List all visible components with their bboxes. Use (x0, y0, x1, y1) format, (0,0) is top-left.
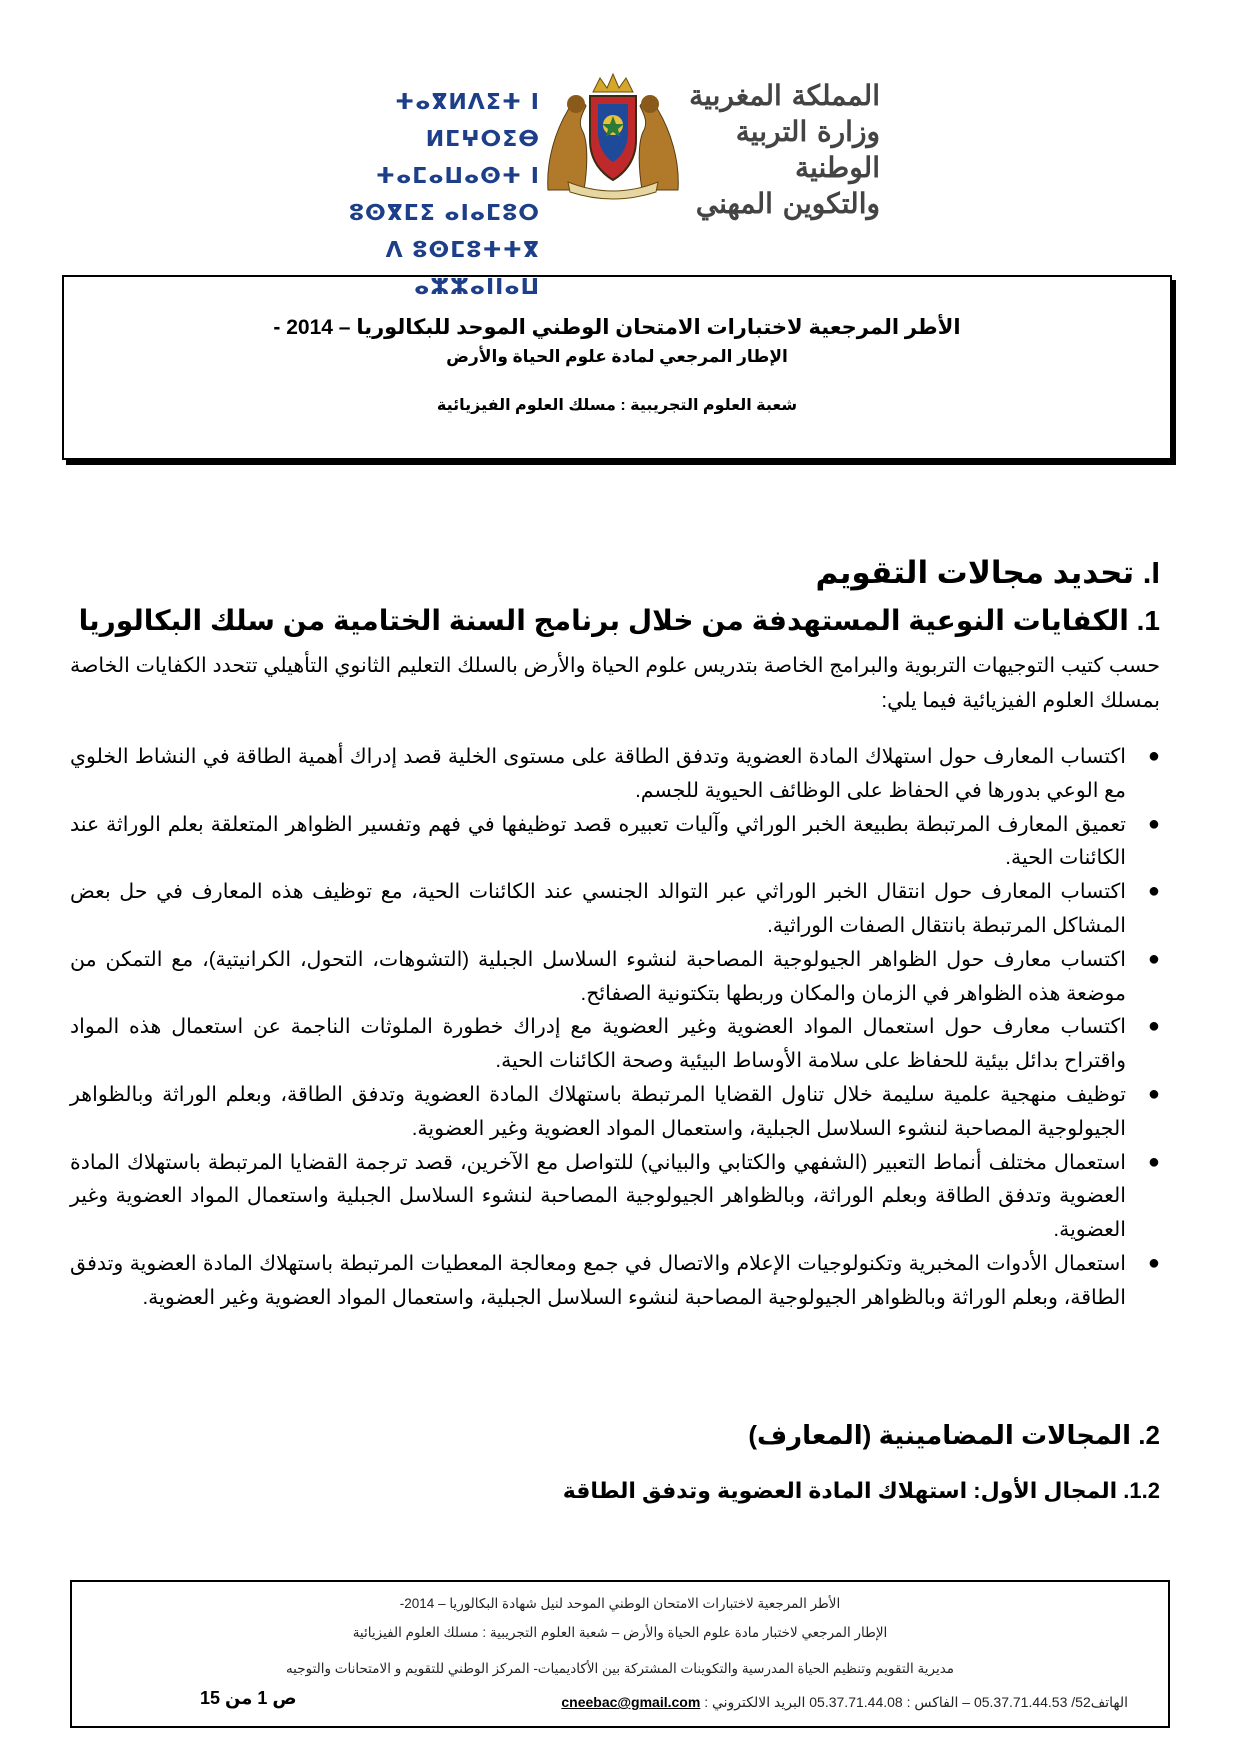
list-item (70, 740, 1160, 808)
list-item (70, 1247, 1160, 1315)
document-title: الأطر المرجعية لاختبارات الامتحان الوطني الموحد للبكالوريا – 2014 - (273, 316, 961, 339)
document-title-box (62, 275, 1172, 460)
list-item-text: استعمال مختلف أنماط التعبير (الشفهي والكتابي والبياني) للتواصل مع الآخرين، قصد ترجمة القضايا المرتبطة باستهلاك المادة العضوية وتدفق الطاقة وبعلم الوراثة، وبالظواهر الجيولوجية المصاحبة لنشوء السلاسل الجبلية واستعمال المواد العضوية وغير العضوية. (70, 1150, 1126, 1242)
list-item (70, 808, 1160, 876)
list-item-text: اكتساب معارف حول الظواهر الجيولوجية المصاحبة لنشوء السلاسل الجبلية (التشوهات، التحول، الكرانيتية)، مع التمكن من موضعة هذه الظواهر في الزمان والمكان وربطها بتكتونية الصفائح. (70, 947, 1126, 1005)
bullet-icon: ● (1147, 745, 1160, 767)
ministry-line: المملكة المغربية (689, 79, 880, 112)
list-item (70, 875, 1160, 943)
page-footer (70, 1580, 1170, 1728)
contact-numbers: الهاتف52/ 05.37.71.44.53 – الفاكس : 05.37.71.44.08 البريد الالكتروني : (704, 1694, 1128, 1710)
competencies-list (70, 740, 1160, 1315)
list-item (70, 1146, 1160, 1247)
document-subtitle: الإطار المرجعي لمادة علوم الحياة والأرض (446, 347, 788, 366)
intro-paragraph: حسب كتيب التوجيهات التربوية والبرامج الخاصة بتدريس علوم الحياة والأرض بالسلك التعليم الثانوي التأهيلي تتحدد الكفايات الخاصة بمسلك العلوم الفيزيائية فيما يلي: (70, 654, 1160, 712)
ministry-name-tifinagh (300, 84, 540, 306)
list-item-text: توظيف منهجية علمية سليمة خلال تناول القضايا المرتبطة باستهلاك المادة العضوية وتدفق الطاقة، وبعلم الوراثة وبالظواهر الجيولوجية المصاحبة لنشوء السلاسل الجبلية، واستعمال المواد العضوية وغير العضوية. (70, 1082, 1126, 1140)
footer-line: الأطر المرجعية لاختبارات الامتحان الوطني الموحد لنيل شهادة البكالوريا – 2014- (399, 1596, 841, 1611)
page-number: ص 1 من 15 (200, 1688, 297, 1708)
tifinagh-line: ⴷ ⵓⵙⵎⵓⵜⵜⴳ ⴰⵣⵣⴰⵏⵏⴰⵡ (385, 238, 540, 300)
list-item-text: اكتساب المعارف حول انتقال الخبر الوراثي عبر التوالد الجنسي عند الكائنات الحية، مع توظيف هذه المعارف في حل بعض المشاكل المرتبطة بانتقال الصفات الوراثية. (70, 880, 1126, 937)
list-item-text: تعميق المعارف المرتبطة بطبيعة الخبر الوراثي وآليات تعبيره قصد توظيفها في فهم وتفسير الظواهر المتعلقة بعلم الوراثة عند الكائنات الحية. (70, 812, 1126, 870)
list-item (70, 943, 1160, 1011)
section-heading: I. تحديد مجالات التقويم (815, 555, 1160, 590)
subsection-heading: 2. المجالات المضامينية (المعارف) (748, 1420, 1160, 1450)
bullet-icon: ● (1147, 880, 1160, 903)
bullet-icon: ● (1147, 947, 1160, 970)
list-item-text: اكتساب معارف حول استعمال المواد العضوية وغير العضوية مع إدراك خطورة الملوثات الناجمة عن استعمال هذه المواد واقتراح بدائل بيئية للحفاظ على سلامة الأوساط البيئية وصحة الكائنات الحية. (70, 1015, 1126, 1073)
email-link[interactable]: cneebac@gmail.com (561, 1694, 701, 1710)
bullet-icon: ● (1147, 1251, 1160, 1274)
subsection-heading: 1. الكفايات النوعية المستهدفة من خلال برنامج السنة الختامية من سلك البكالوريا (78, 605, 1160, 636)
footer-line: الإطار المرجعي لاختبار مادة علوم الحياة والأرض – شعبة العلوم التجريبية : مسلك العلوم الفيزيائية (352, 1625, 888, 1640)
tifinagh-line: ⵜⴰⴳⵍⴷⵉⵜ ⵏ ⵍⵎⵖⵔⵉⴱ (394, 90, 540, 152)
bullet-icon: ● (1147, 1015, 1160, 1038)
tifinagh-line: ⵜⴰⵎⴰⵡⴰⵙⵜ ⵏ ⵓⵙⴳⵎⵉ ⴰⵏⴰⵎⵓⵔ (348, 164, 540, 226)
bullet-icon: ● (1147, 812, 1160, 835)
list-item-text: اكتساب المعارف حول استهلاك المادة العضوية وتدفق الطاقة على مستوى الخلية قصد إدراك أهمية الطاقة في النشاط الخلوي مع الوعي بدورها في الحفاظ على الوظائف الحيوية للجسم. (70, 745, 1126, 802)
subsubsection-heading: 1.2. المجال الأول: استهلاك المادة العضوية وتدفق الطاقة (562, 1478, 1160, 1503)
ministry-name-arabic (660, 78, 880, 222)
bullet-icon: ● (1147, 1150, 1160, 1173)
list-item-text: استعمال الأدوات المخبرية وتكنولوجيات الإعلام والاتصال في جمع ومعالجة المعطيات المرتبطة باستهلاك المادة العضوية وتدفق الطاقة، وبعلم الوراثة وبالظواهر الجيولوجية المصاحبة لنشوء السلاسل الجبلية، واستعمال المواد العضوية وغير العضوية. (70, 1251, 1126, 1309)
coat-of-arms-icon (538, 70, 688, 200)
list-item (70, 1010, 1160, 1078)
bullet-icon: ● (1147, 1082, 1160, 1105)
document-stream: شعبة العلوم التجريبية : مسلك العلوم الفيزيائية (436, 397, 798, 414)
list-item (70, 1078, 1160, 1146)
ministry-line: وزارة التربية الوطنية (735, 115, 880, 184)
footer-line: مديرية التقويم وتنظيم الحياة المدرسية والتكوينات المشتركة بين الأكاديميات- المركز الوطني للتقويم و الامتحانات والتوجيه (285, 1661, 955, 1676)
ministry-line: والتكوين المهني (695, 187, 880, 220)
